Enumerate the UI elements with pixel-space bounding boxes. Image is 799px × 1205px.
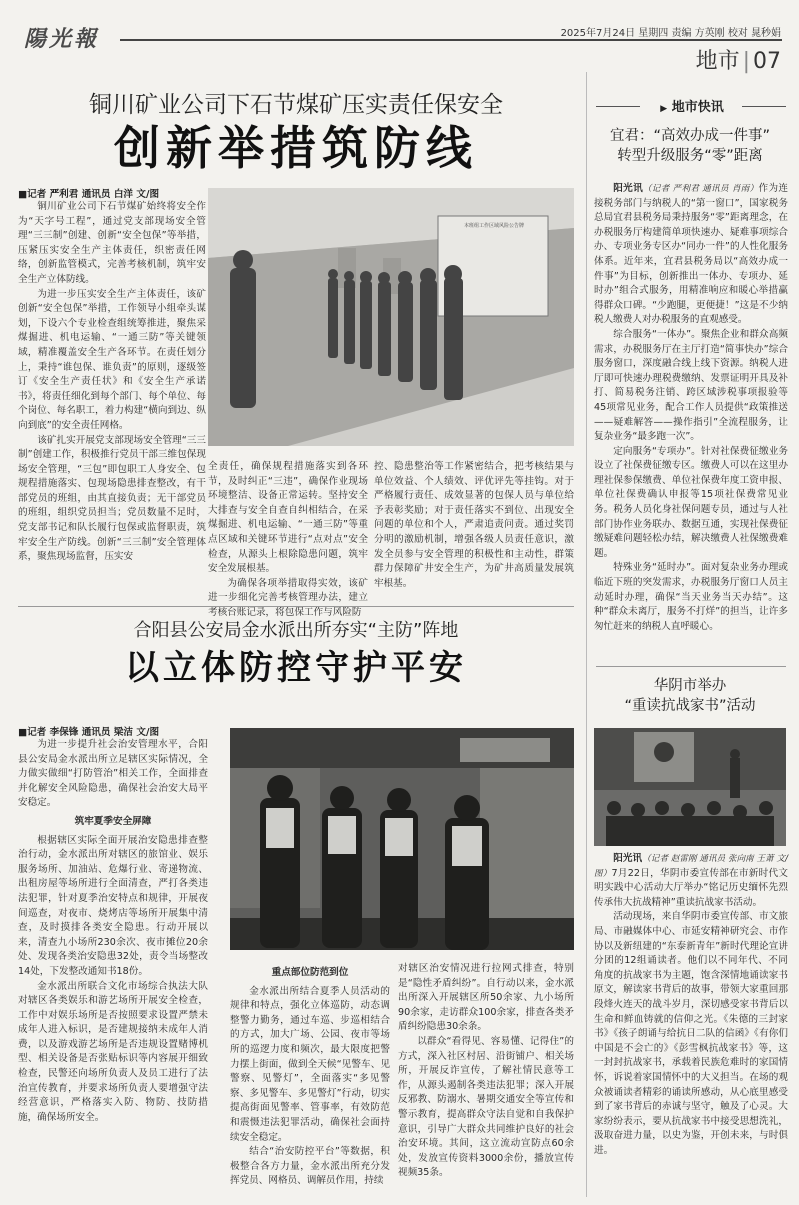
article2-col3-p1: 对辖区治安情况进行拉网式排查，特别是“隐性矛盾纠纷”。自行动以来，金水派出所深入开展辖区所50余家、九小场所90余家，走访群众100余家，排查各类矛盾纠纷隐患30余条。 — [398, 963, 574, 1033]
article1-col3 — [374, 460, 574, 600]
article1-col3-p1: 控、隐患整治等工作紧密结合，把考核结果与单位效益、个人绩效、评优评先等挂钩。对于严格履行责任、成效显著的包保人员与单位给予表彰奖励；对于责任落实不到位、出现安全问题的单位和个人，严肃追责问责。通过奖罚分明的激励机制，增强各级人员责任意识，激发全员参与安全管理的积极性和主动性，群策群力保障矿井安全生产，为矿井高质量发展筑牢根基。 — [374, 461, 574, 589]
news1-p4: 特殊业务“延时办”。面对复杂业务办理或临近下班的突发需求，办税服务厅窗口人员主动延时办理，确保“当天业务当天办结”。这种“群众未离厅，服务不打烊”的担当，让许多匆忙赶来的纳税人直呼暖心。 — [594, 562, 788, 632]
sidebar-label-left-rule — [596, 106, 640, 107]
article2-col3 — [398, 962, 574, 1198]
article1-photo — [208, 188, 574, 446]
article1-col1 — [18, 200, 206, 600]
news2-body — [594, 852, 788, 1198]
article2-col2-p1: 金水派出所结合夏季人员活动的规律和特点，强化立体巡防，动态调整警力勤务，通过车巡、步巡相结合的方式，加大广场、公园、夜市等场所的巡逻力度和频次，最大限度把警力摆上街面，做到全天候“见警车、见警察、见警灯”，全面落实“多见警察、多见警车、多见警灯”行动，切实提高街面见警率、管事率，有效防范和震慑违法犯罪活动，确保社会面持续安全稳定。 — [230, 985, 390, 1143]
article2-photo — [230, 728, 574, 950]
article2-kicker: 合阳县公安局金水派出所夯实“主防”阵地 — [133, 620, 459, 641]
article2-col1-p1: 为进一步提升社会治安管理水平，合阳县公安局金水派出所立足辖区实际情况，全力做实做细“打防管治”相关工作，全面排查并化解安全风险隐患，确保社会治安大局平安稳定。 — [18, 739, 208, 809]
article1-col1-p2: 为进一步压实安全生产主体责任，该矿创新“安全包保”举措，工作领导小组牵头谋划，下设六个专业检查组统筹推进，聚焦采煤掘进、机电运输、“一通三防”等关键领域，精准覆盖安全生产各环节。在责任划分上，秉持“谁包保、谁负责”的原则，逐级签订《安全生产责任状》和《安全生产承诺书》，将责任细化到每个部门、每个单位、每个岗位、每名职工，着力构建“横向到边、纵向到底”的安全责任网格。 — [18, 288, 206, 431]
news1-p2: 综合服务“一体办”。聚焦企业和群众高频需求，办税服务厅在主厅打造“简事快办”综合服务窗口，深度融合线上线下资源。纳税人进厅即可快速办理税费缴纳、发票证明开具及补打、简易税务注销、跨区域涉税事项报验等45项常见业务，配合工作人员提供“政策推送——疑难解答——操作指引”全流程服务，让复杂业务“最多跑一次”。 — [594, 328, 788, 443]
article2-byline: ■记者 李保锋 通讯员 梁洁 文/图 — [18, 727, 160, 738]
news1-byline: （记者 严利君 通讯员 肖雨） — [643, 184, 759, 194]
article-divider — [18, 606, 574, 607]
article1-byline: ■记者 严利君 通讯员 白洋 文/图 — [18, 189, 160, 200]
reading-event-illustration — [594, 728, 786, 846]
news1-lead: 阳光讯 — [613, 183, 644, 194]
article2-col2-p2: 结合“治安防控平台”等数据，积极整合各方力量，金水派出所充分发挥党员、网格员、调解员作用，持续 — [230, 1146, 390, 1187]
risk-board-title: 本班组工作区域风险公告牌 — [463, 223, 524, 229]
section-label: 地市 | 07 — [695, 49, 781, 74]
section-name: 地市 — [695, 49, 740, 74]
news1-p1 — [594, 182, 788, 328]
article2-col1 — [18, 738, 208, 1198]
article1-headline: 创新举措筑防线 — [114, 121, 478, 175]
article2-subhead1: 筑牢夏季安全屏障 — [74, 815, 152, 827]
article1-col2-p2: 为确保各项举措取得实效，该矿进一步细化完善考核管理办法，建立考核台账记录，将包保工作与风险防 — [208, 577, 368, 618]
news1-p1-text: 作为连接税务部门与纳税人的“第一窗口”，国家税务总局宜君县税务局秉持服务“零”距离理念，在办税服务厅构建简单项快速办、疑难事项综合办、专项业务专区办“同办一件”的人性化服务体系。近年来，宜君县税务局以“高效办成一件事”为目标，创新推出一体办、专项办、延时办”组合式服务，用精准响应和暖心举措赢得群众口碑。“少跑腿，更便捷！”这是不少纳税人缴费人对办税服务的直观感受。 — [594, 183, 789, 326]
police-inspection-illustration — [230, 728, 574, 950]
news2-title-line2: “重读抗战家书”活动 — [624, 698, 756, 714]
sidebar-label-wrap — [596, 96, 786, 116]
article2-col1-p3: 金水派出所联合文化市场综合执法大队对辖区各类娱乐和游艺场所开展安全检查，工作中对娱乐场所是否按照要求设置严禁未成年人进入标识，是否建规接纳未成年人消费，以及游戏游艺场所是否违规设置赌博机型、相关设备是否张贴标识等内容展开细致检查，民警还向场所负责人及员工进行了法治宣传教育，并要求场所负责人要增强守法经营意识，严格落实入防、物防、技防措施，确保场所安全。 — [18, 980, 208, 1123]
news1-title-line1: 宜君：“高效办成一件事” — [609, 128, 771, 144]
news2-p1-text: 7月22日，华阴市委宣传部在市新时代文明实践中心活动大厅举办“铭记历史缅怀先烈 传承伟大抗战精神”重读抗战家书活动。 — [594, 867, 788, 908]
article2-headline: 以立体防控守护平安 — [125, 648, 467, 688]
sidebar-label-text: 地市快讯 — [671, 100, 724, 115]
news2-photo — [594, 728, 786, 846]
article1-col1-p3: 该矿扎实开展党支部现场安全管理“三三制”创建工作，积极推行党员干部三维包保现场安全管理，“三包”即包职工人身安全、包规程措施落实、包现场隐患排查整改，有干部党员的班组，由其直接负责；无干部党员的班组，组织党员担当；党员数量不足时，党支部书记和队长履行包保或监督职责，筑牢安全生产防线。创新“三三制”安全管理体系，聚焦现场监督，压实安 — [18, 434, 206, 563]
article1-col2-p1: 全责任，确保规程措施落实到各环节，及时纠正“三违”，确保作业现场环境整洁、设备正常运转。坚持安全大排查与安全自查自纠相结合，在采煤掘进、机电运输、“一通三防”等重点区域和关键环节进行“点对点”安全检查，从源头上根除隐患问题，筑牢安全发展根基。 — [208, 461, 368, 575]
masthead-logo: 陽光報 — [24, 26, 100, 52]
news2-lead: 阳光讯 — [613, 853, 643, 864]
news2-title — [592, 676, 788, 716]
news2-byline: （记者 赵雷刚 通讯员 张向南 王萧 文/图） — [594, 854, 788, 879]
sidebar-label: ▶ 地市快讯 — [660, 100, 724, 115]
article2-col1-p2: 根据辖区实际全面开展治安隐患排查整治行动，金水派出所对辖区的旅馆业、娱乐服务场所、加油站、危爆行业、寄递物流、出租房屋等场所进行全面清查，严打各类违法犯罪，针对夏季治安特点和规律，开展夜间巡查，对夜市、烧烤店等场所开展集中清查，及时摸排各类安全隐患。行动开展以来，清查九小场所230余次、夜市摊位20余处、发现各类治安隐患32处，责令当场整改14处，下发整改通知书18份。 — [18, 834, 208, 977]
sidebar-divider — [596, 666, 786, 667]
news1-title-line2: 转型升级服务“零”距离 — [617, 148, 763, 164]
news1-title — [592, 126, 788, 166]
news2-p2: 活动现场，来自华阴市委宣传部、市文旅局、市融媒体中心、市延安精神研究会、市作协以及新纽建的“东泰新青年”新时代理论宣讲分团的12组诵读者。他们以不同年代、不同角度的抗战家书为主题，饱含深情地诵读家书原文，解读家书背后的故事，带领大家重回那段烽火连天的战斗岁月，深切感受家书背后以生命和鲜血铸就的信仰之光。《朱德的三封家书》《孩子朗诵与给抗日二队的信函》《有你们中国是不会亡的》《彭雪枫抗战家书》等，这一封封抗战家书，承载着民族危难时的家国情怀，诉说着家国情怀中的大义担当。在场的观众被诵读者精彩的诵读所感动，从心底里感受到了家书背后的赤诚与坚守，触及了心灵。大家纷纷表示，要从抗战家书中接受思想洗礼，汲取奋进力量，以史为鉴，开创未来，与时俱进。 — [594, 911, 788, 1156]
masthead-rule — [120, 39, 782, 41]
news2-title-line1: 华阴市举办 — [653, 678, 727, 694]
sidebar-rule — [586, 72, 587, 1197]
article1-col2 — [208, 460, 368, 618]
sidebar-label-right-rule — [742, 106, 786, 107]
article2-subhead2: 重点部位防范到位 — [271, 967, 349, 978]
article1-col1-p1: 铜川矿业公司下石节煤矿始终将安全作为“天字号工程”，通过党支部现场安全管理“三三制”创建、创新“安全包保”等举措，压紧压实安全生产主体责任，织密责任网络，创新监管模式，完善考核机制，筑牢安全生产立体防线。 — [18, 201, 206, 285]
masthead — [0, 0, 799, 72]
page-number: 07 — [753, 49, 781, 74]
news1-p3: 定向服务“专项办”。针对社保费征缴业务设立了社保费征缴专区。缴费人可以在这里办理社保参保缴费、单位社保费年度工资申报、单位社保费确认申报等15项社保费常见业务。税务人员化身社保问题专员，通过与人社部门协作业务联办、数据互通，实现社保费征缴疑难问题轻松办结，解决缴费人社保缴费难题。 — [594, 445, 788, 559]
news1-body — [594, 182, 788, 660]
article2-col3-p2: 以群众“看得见、容易懂、记得住”的方式，深入社区村居、沿街铺户、相关场所，开展反诈宣传，了解社情民意等工作，从源头遏制各类违法犯罪；深入开展反邪教、防溺水、暑期交通安全等宣传和警示教育，提高群众守法自觉和自我保护意识，引导广大群众共同维护良好的社会治安环境。其间，这立流动宣防点60余处，发放宣传资料3000余份，播放宣传视频35条。 — [398, 1035, 574, 1179]
news2-p1 — [594, 852, 788, 910]
article2-col2 — [230, 962, 390, 1198]
masthead-meta: 2025年7月24日 星期四 责编 方英刚 校对 晁秒娟 — [560, 28, 781, 39]
article1-kicker: 铜川矿业公司下石节煤矿压实责任保安全 — [89, 92, 503, 118]
